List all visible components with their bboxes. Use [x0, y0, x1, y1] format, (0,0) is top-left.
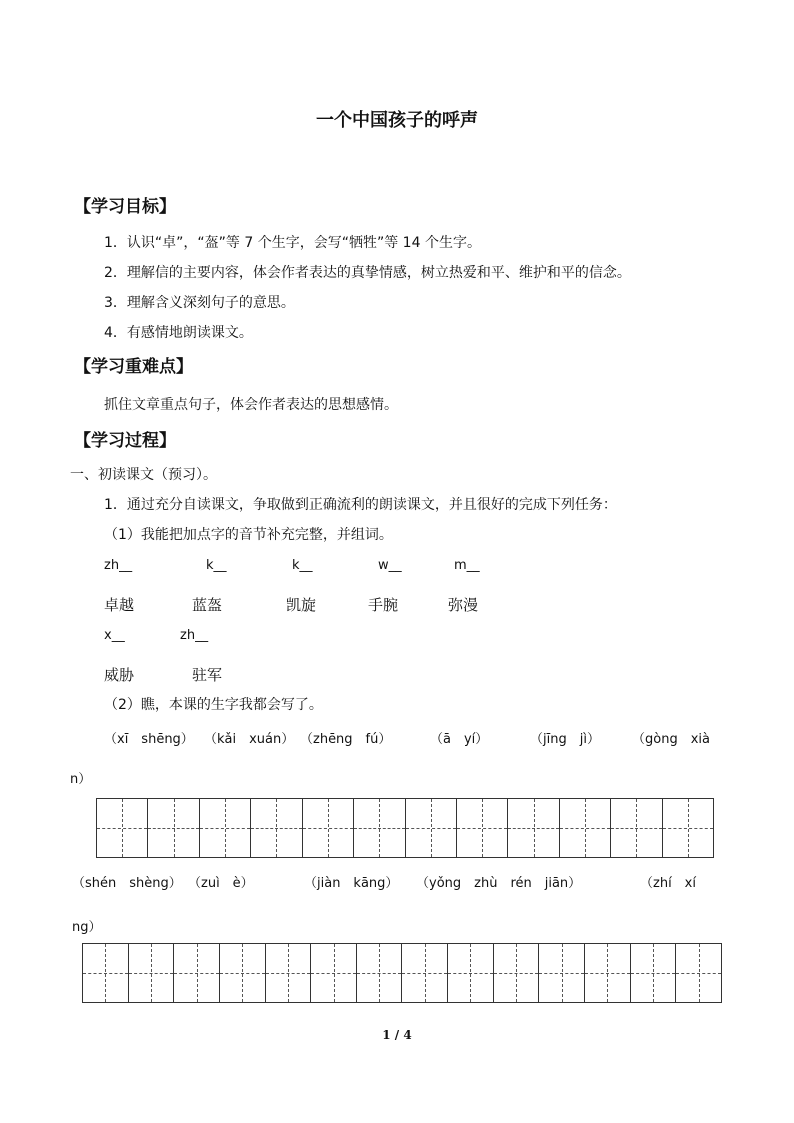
word: 手腕 [368, 596, 399, 614]
writing-cell[interactable] [83, 944, 128, 1002]
sub1-text: （1）我能把加点字的音节补充完整，并组词。 [104, 527, 393, 543]
goals-heading: 【学习目标】 [74, 197, 176, 217]
goal-item-1: 1．认识“卓”，“盔”等 7 个生字，会写“牺牲”等 14 个生字。 [104, 235, 481, 251]
writing-cell[interactable] [128, 944, 174, 1002]
part1-title: 一、初读课文（预习）。 [70, 467, 217, 483]
word: 卓越 [104, 596, 135, 614]
writing-cell[interactable] [662, 799, 713, 857]
page-number: 1 / 4 [382, 1028, 412, 1042]
pinyin-blank: k__ [206, 558, 227, 573]
writing-grid[interactable] [96, 798, 714, 858]
writing-cell[interactable] [310, 944, 356, 1002]
pinyin-prompt: （jiàn kāng） [304, 876, 399, 891]
pinyin-blank: zh__ [104, 558, 133, 573]
pinyin-wrap: ng） [72, 920, 102, 935]
writing-cell[interactable] [538, 944, 584, 1002]
writing-cell[interactable] [447, 944, 493, 1002]
pinyin-prompt: （zhēng fú） [300, 732, 392, 747]
pinyin-blank: zh__ [180, 628, 209, 643]
writing-cell[interactable] [250, 799, 301, 857]
sub2-text: （2）瞧，本课的生字我都会写了。 [104, 697, 323, 713]
pinyin-blank: w__ [378, 558, 402, 573]
writing-cell[interactable] [675, 944, 721, 1002]
pinyin-blank: k__ [292, 558, 313, 573]
writing-cell[interactable] [219, 944, 265, 1002]
task1-text: 1．通过充分自读课文，争取做到正确流利的朗读课文，并且很好的完成下列任务： [104, 497, 617, 513]
writing-cell[interactable] [405, 799, 456, 857]
pinyin-prompt: （zhí xí [640, 876, 696, 891]
writing-cell[interactable] [147, 799, 198, 857]
goal-item-3: 3．理解含义深刻句子的意思。 [104, 295, 295, 311]
pinyin-prompt: （gòng xià [632, 732, 710, 747]
pinyin-prompt: （ā yí） [430, 732, 489, 747]
pinyin-prompt: （yǒng zhù rén jiān） [416, 876, 582, 891]
writing-cell[interactable] [610, 799, 661, 857]
pinyin-wrap: n） [70, 772, 92, 787]
writing-cell[interactable] [584, 944, 630, 1002]
writing-cell[interactable] [456, 799, 507, 857]
writing-cell[interactable] [493, 944, 539, 1002]
writing-cell[interactable] [353, 799, 404, 857]
key-points-heading: 【学习重难点】 [74, 357, 193, 377]
word: 凯旋 [286, 596, 317, 614]
writing-grid[interactable] [82, 943, 722, 1003]
page-title: 一个中国孩子的呼声 [316, 110, 478, 131]
key-points-text: 抓住文章重点句子，体会作者表达的思想感情。 [104, 397, 398, 413]
pinyin-prompt: （jīng jì） [530, 732, 600, 747]
goal-item-2: 2．理解信的主要内容，体会作者表达的真挚情感，树立热爱和平、维护和平的信念。 [104, 265, 631, 281]
writing-cell[interactable] [199, 799, 250, 857]
pinyin-blank: x__ [104, 628, 125, 643]
pinyin-prompt: （xī shēng） [104, 732, 194, 747]
writing-cell[interactable] [559, 799, 610, 857]
pinyin-blank: m__ [454, 558, 480, 573]
writing-cell[interactable] [302, 799, 353, 857]
pinyin-prompt: （kǎi xuán） [204, 732, 295, 747]
writing-cell[interactable] [507, 799, 558, 857]
process-heading: 【学习过程】 [74, 431, 176, 451]
writing-cell[interactable] [97, 799, 147, 857]
writing-cell[interactable] [265, 944, 311, 1002]
goal-item-4: 4．有感情地朗读课文。 [104, 325, 253, 341]
writing-cell[interactable] [356, 944, 402, 1002]
word: 弥漫 [448, 596, 479, 614]
writing-cell[interactable] [630, 944, 676, 1002]
word: 驻军 [192, 666, 223, 684]
writing-cell[interactable] [173, 944, 219, 1002]
writing-cell[interactable] [401, 944, 447, 1002]
pinyin-prompt: （zuì è） [188, 876, 254, 891]
word: 蓝盔 [192, 596, 223, 614]
word: 威胁 [104, 666, 135, 684]
pinyin-prompt: （shén shèng） [72, 876, 182, 891]
